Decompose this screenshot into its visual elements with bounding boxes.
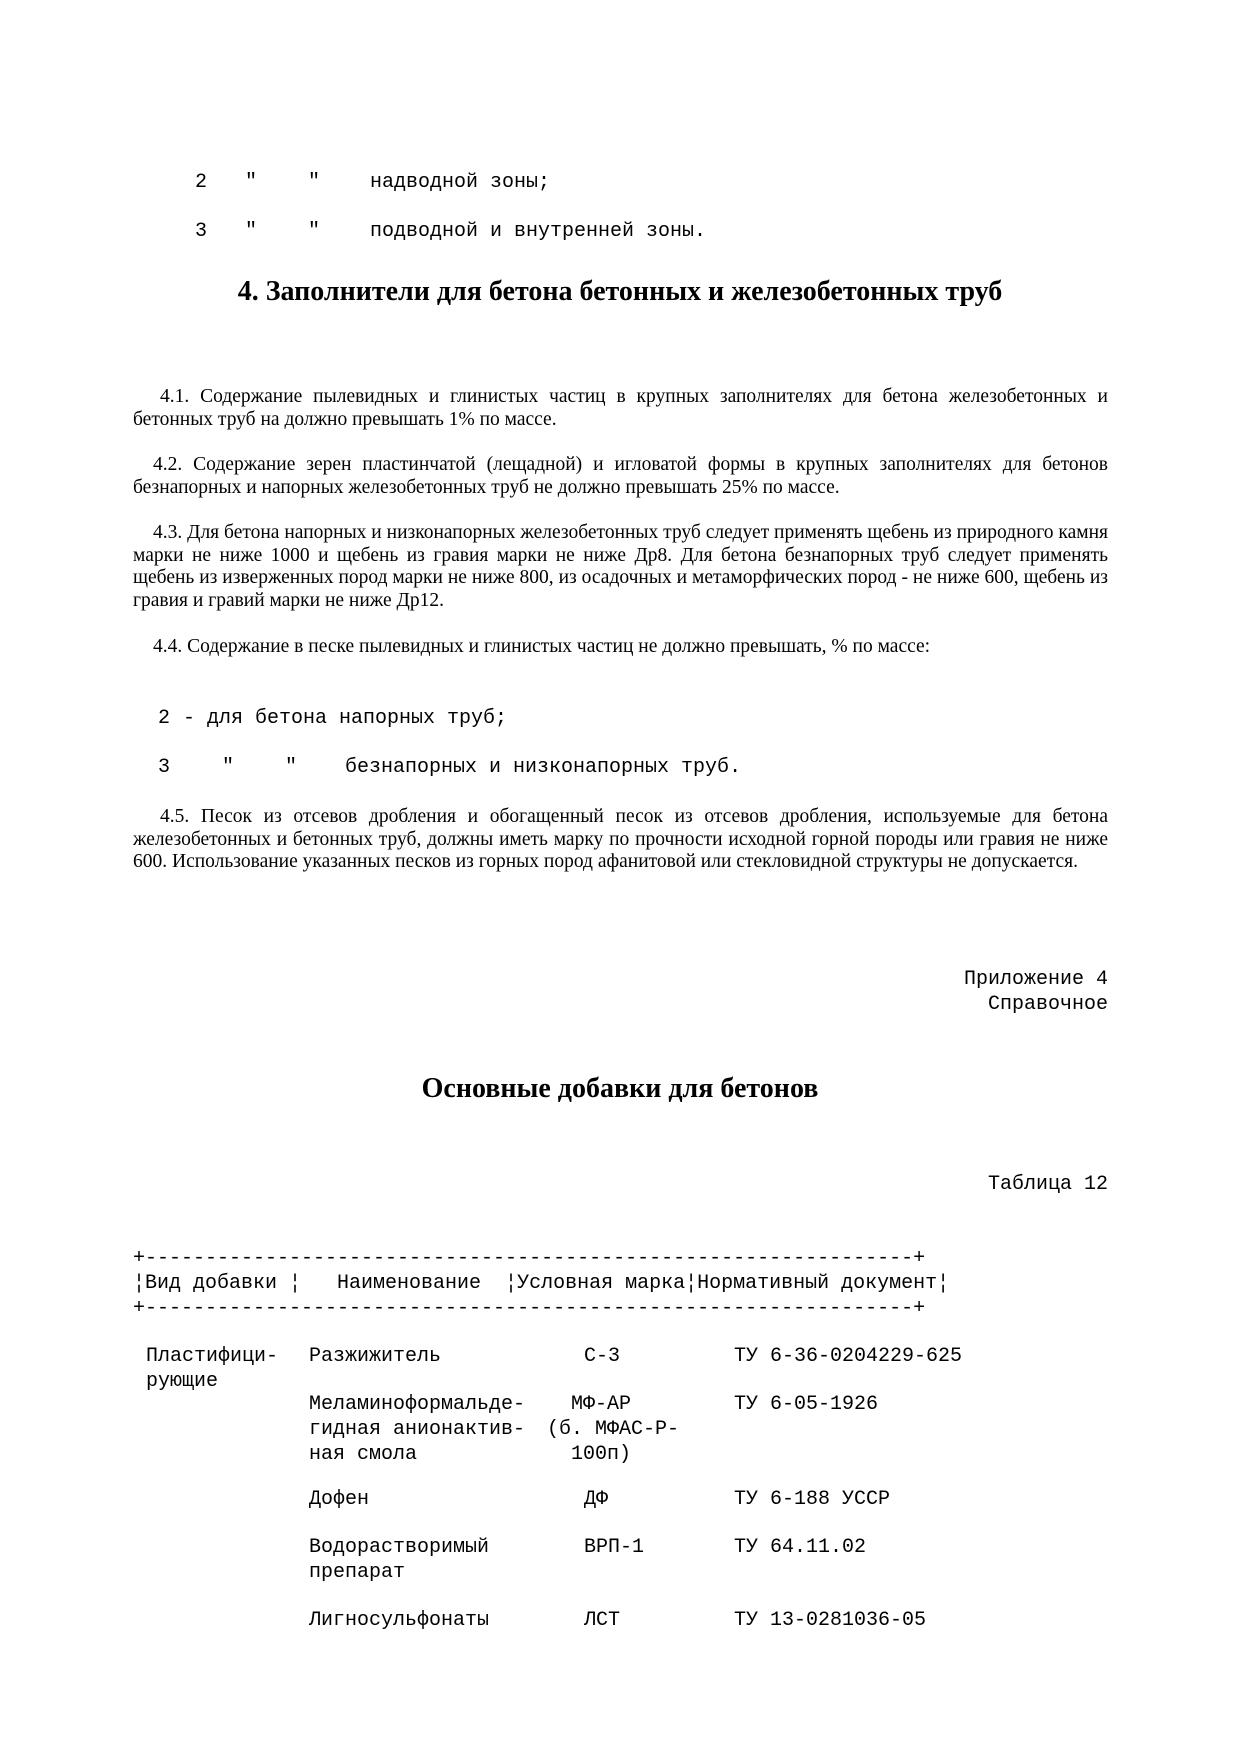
cell-mark: ВРП-1: [584, 1536, 645, 1559]
paragraph-4-3: 4.3. Для бетона напорных и низконапорных железобетонных труб следует применять щебень из природного камня марки не ниже 1000 и щебень из гравия марки не ниже Др8. Для бетона безнапорных труб следует применять щебень из изверженных пород марки не ниже 800, из осадочных и метаморфических пород - не ниже 600, щебень из гравия и гравий марки не ниже Др12.: [133, 522, 1108, 611]
ditto-mark: ": [308, 171, 321, 194]
table-header: ¦Вид добавки ¦ Наименование ¦Условная марка¦Нормативный документ¦: [133, 1272, 950, 1295]
cell-mark: С-3: [584, 1345, 621, 1368]
paragraph-4-4: 4.4. Содержание в песке пылевидных и глинистых частиц не должно превышать, % по массе:: [153, 636, 931, 657]
ditto-mark: ": [245, 171, 258, 194]
cell-doc: ТУ 64.11.02: [734, 1536, 867, 1559]
appendix-title: Основные добавки для бетонов: [421, 1073, 819, 1104]
cell-name: Лигносульфонаты: [309, 1609, 490, 1632]
appendix-type: Справочное: [987, 993, 1108, 1016]
zone-list-item-2: [195, 170, 207, 195]
list-num: 2: [195, 171, 208, 194]
list-num: 2: [158, 707, 171, 730]
sand-list-item-3: [158, 755, 170, 780]
cell-name: Дофен: [309, 1488, 370, 1511]
list-num: 3: [195, 220, 208, 243]
list-text: безнапорных и низконапорных труб.: [345, 756, 742, 779]
ditto-mark: ": [308, 220, 321, 243]
table-border-top: +----------------------------------------------------------------+: [133, 1247, 926, 1270]
section-heading: 4. Заполнители для бетона бетонных и железобетонных труб: [237, 276, 1003, 307]
cell-name: Меламиноформальде- гидная анионактив- ная смола: [309, 1393, 526, 1466]
cell-mark: ДФ: [584, 1488, 609, 1511]
list-num: 3: [158, 756, 171, 779]
list-text: подводной и внутренней зоны.: [370, 220, 707, 243]
cell-mark: ЛСТ: [584, 1609, 621, 1632]
cell-name: Разжижитель: [309, 1345, 442, 1368]
table-border-bottom: +----------------------------------------------------------------+: [133, 1297, 926, 1320]
list-text: надводной зоны;: [370, 171, 551, 194]
cell-type: Пластифици- рующие: [146, 1345, 279, 1393]
paragraph-4-5: 4.5. Песок из отсевов дробления и обогащенный песок из отсевов дробления, используемые для бетона железобетонных и бетонных труб, должны иметь марку по прочности исходной горной породы или гравия не ниже 600. Использование указанных песков из горных пород афанитовой или стекловидной структуры не допускается.: [133, 806, 1108, 872]
cell-name: Водорастворимый препарат: [309, 1536, 490, 1584]
cell-mark: МФ-АР (б. МФАС-Р- 100п): [547, 1393, 680, 1466]
appendix-number: Приложение 4: [963, 968, 1108, 991]
paragraph-4-1: 4.1. Содержание пылевидных и глинистых частиц в крупных заполнителях для бетона железобетонных и бетонных труб на должно превышать 1% по массе.: [133, 386, 1108, 430]
sand-list-item-2: [158, 706, 170, 731]
zone-list-item-3: [195, 219, 207, 244]
paragraph-4-2: 4.2. Содержание зерен пластинчатой (лещадной) и игловатой формы в крупных заполнителях для бетонов безнапорных и напорных железобетонных труб не должно превышать 25% по массе.: [133, 454, 1108, 498]
ditto-mark: ": [245, 220, 258, 243]
cell-doc: ТУ 6-188 УССР: [734, 1488, 891, 1511]
list-text: - для бетона напорных труб;: [183, 707, 508, 730]
cell-doc: ТУ 6-36-0204229-625: [734, 1345, 963, 1368]
table-label: Таблица 12: [987, 1173, 1108, 1196]
ditto-mark: ": [222, 756, 235, 779]
ditto-mark: ": [285, 756, 298, 779]
cell-doc: ТУ 13-0281036-05: [734, 1609, 927, 1632]
cell-doc: ТУ 6-05-1926: [734, 1393, 879, 1416]
